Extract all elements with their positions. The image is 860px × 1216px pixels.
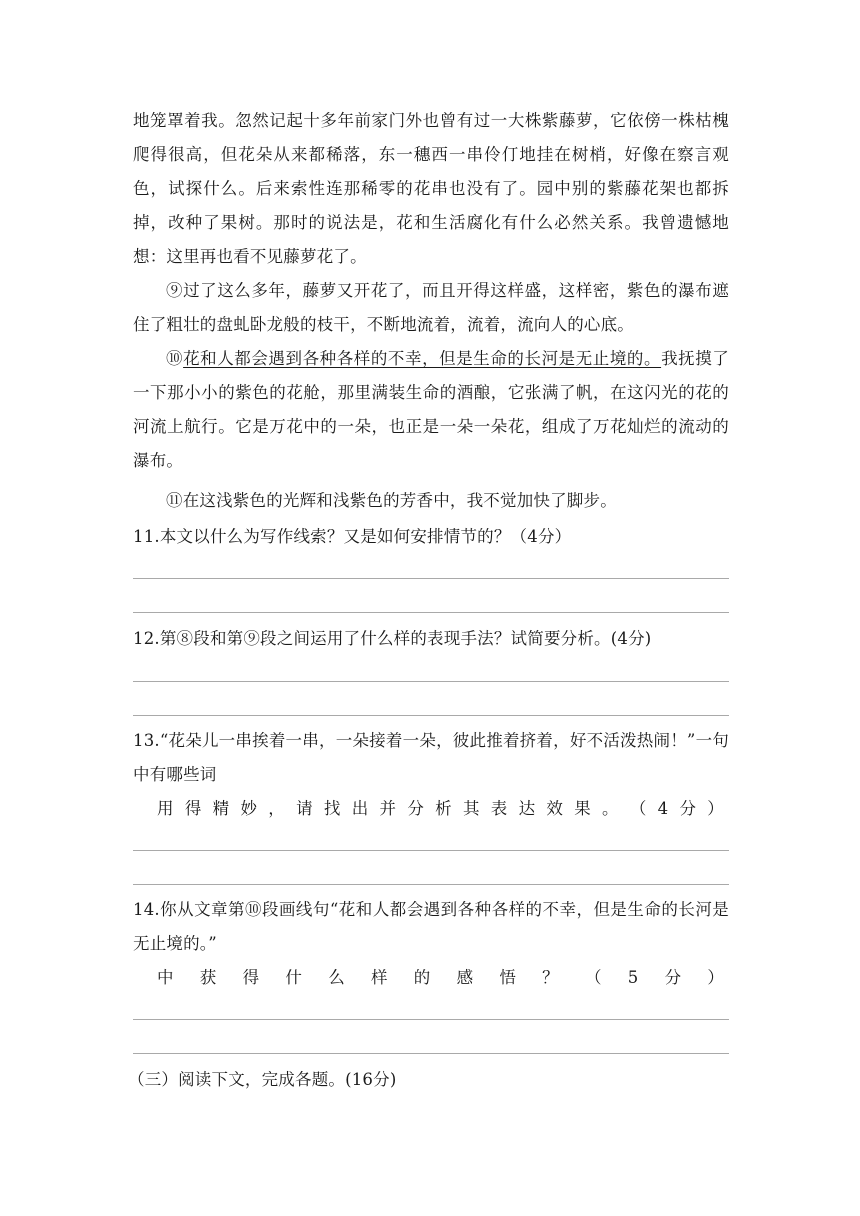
question-14-line2-char: 分 (664, 968, 682, 987)
answer-line (133, 578, 729, 579)
question-13-line2-char: 其 (462, 799, 480, 818)
paragraph-number: ⑩ (166, 349, 184, 368)
question-13: 13.“花朵儿一串挨着一串，一朵接着一朵，彼此推着挤着，好不活泼热闹！”一句中有哪些词 (133, 731, 729, 784)
question-13-line2-char: 析 (435, 799, 452, 818)
answer-line (133, 612, 729, 613)
question-13-line2-char: 达 (518, 799, 536, 818)
question-13-line2-char: 果 (574, 799, 591, 818)
question-13-line2-char: 表 (490, 799, 508, 818)
passage-paragraph-11: ⑪在这浅紫色的光辉和浅紫色的芳香中，我不觉加快了脚步。 (166, 491, 617, 510)
question-13-line2-char: ， (268, 799, 285, 818)
question-14-line2-char: 感 (456, 968, 474, 987)
question-14-line2-char: 什 (285, 968, 302, 987)
question-14: 14.你从文章第⑩段画线句“花和人都会遇到各种各样的不幸，但是生命的长河是无止境的。” (133, 900, 729, 953)
question-13-line2-char: 出 (351, 799, 369, 818)
question-14-line2-char: 5 (627, 968, 639, 987)
question-14-line2-char: 样 (370, 968, 388, 987)
answer-line (133, 850, 729, 851)
answer-line (133, 715, 729, 716)
question-13-line2-char: 妙 (240, 799, 257, 818)
answer-line (133, 681, 729, 682)
paragraph-10-rest: 我抚摸了一下那小小的紫色的花舱，那里满装生命的酒酿，它张满了帆，在这闪光的花的河流上航行。它是万花中的一朵，也正是一朵一朵花，组成了万花灿烂的流动的瀑布。 (133, 349, 729, 470)
answer-line (133, 1053, 729, 1054)
question-13-line2-char: 分 (407, 799, 424, 818)
answer-line (133, 884, 729, 885)
question-14-line2-char: ） (707, 968, 724, 987)
question-14-line2-char: 得 (242, 968, 260, 987)
question-13-line2-char: 精 (212, 799, 230, 818)
question-13-line2-char: 4 (657, 799, 669, 818)
question-13-line2-char: 找 (323, 799, 341, 818)
question-13-line2-char: 得 (184, 799, 202, 818)
question-14-line2-char: 获 (199, 968, 217, 987)
section-3-heading: （三）阅读下文，完成各题。(16分) (128, 1070, 397, 1089)
question-13-line2-char: 。 (602, 799, 619, 818)
question-14-line2-char: ？ (542, 968, 559, 987)
question-11: 11.本文以什么为写作线索？又是如何安排情节的？（4分） (133, 527, 572, 546)
question-14-line2-char: 的 (413, 968, 431, 987)
question-13-line2-char: （ (629, 799, 647, 818)
question-13-line2-char: 请 (296, 799, 313, 818)
question-13-spread-line (157, 792, 724, 826)
underlined-sentence: 花和人都会遇到各种各样的不幸，但是生命的长河是无止境的。 (183, 349, 662, 368)
question-13-line2-char: 分 (679, 799, 696, 818)
question-14-spread-line (157, 961, 724, 995)
passage-paragraph-9: ⑨过了这么多年，藤萝又开花了，而且开得这样盛，这样密，紫色的瀑布遮住了粗壮的盘虬卧龙般的枝干，不断地流着，流着，流向人的心底。 (133, 281, 729, 334)
question-14-line2-char: （ (584, 968, 602, 987)
question-13-line2-char: 并 (379, 799, 396, 818)
question-14-line2-char: 么 (328, 968, 345, 987)
passage-paragraph-8-continued: 地笼罩着我。忽然记起十多年前家门外也曾有过一大株紫藤萝，它依傍一株枯槐爬得很高，但花朵从来都稀落，东一穗西一串伶仃地挂在树梢，好像在察言观色，试探什么。后来索性连那稀零的花串也没有了。园中别的紫藤花架也都拆掉，改种了果树。那时的说法是，花和生活腐化有什么必然关系。我曾遗憾地想：这里再也看不见藤萝花了。 (133, 111, 729, 266)
question-14-line2-char: 中 (157, 968, 174, 987)
question-13-line2-char: ） (707, 799, 724, 818)
question-13-line2-char: 效 (546, 799, 563, 818)
question-13-line2-char: 用 (157, 799, 174, 818)
question-12: 12.第⑧段和第⑨段之间运用了什么样的表现手法？试简要分析。(4分) (133, 629, 652, 648)
question-14-line2-char: 悟 (499, 968, 516, 987)
answer-line (133, 1019, 729, 1020)
passage-paragraph-10 (133, 342, 729, 478)
